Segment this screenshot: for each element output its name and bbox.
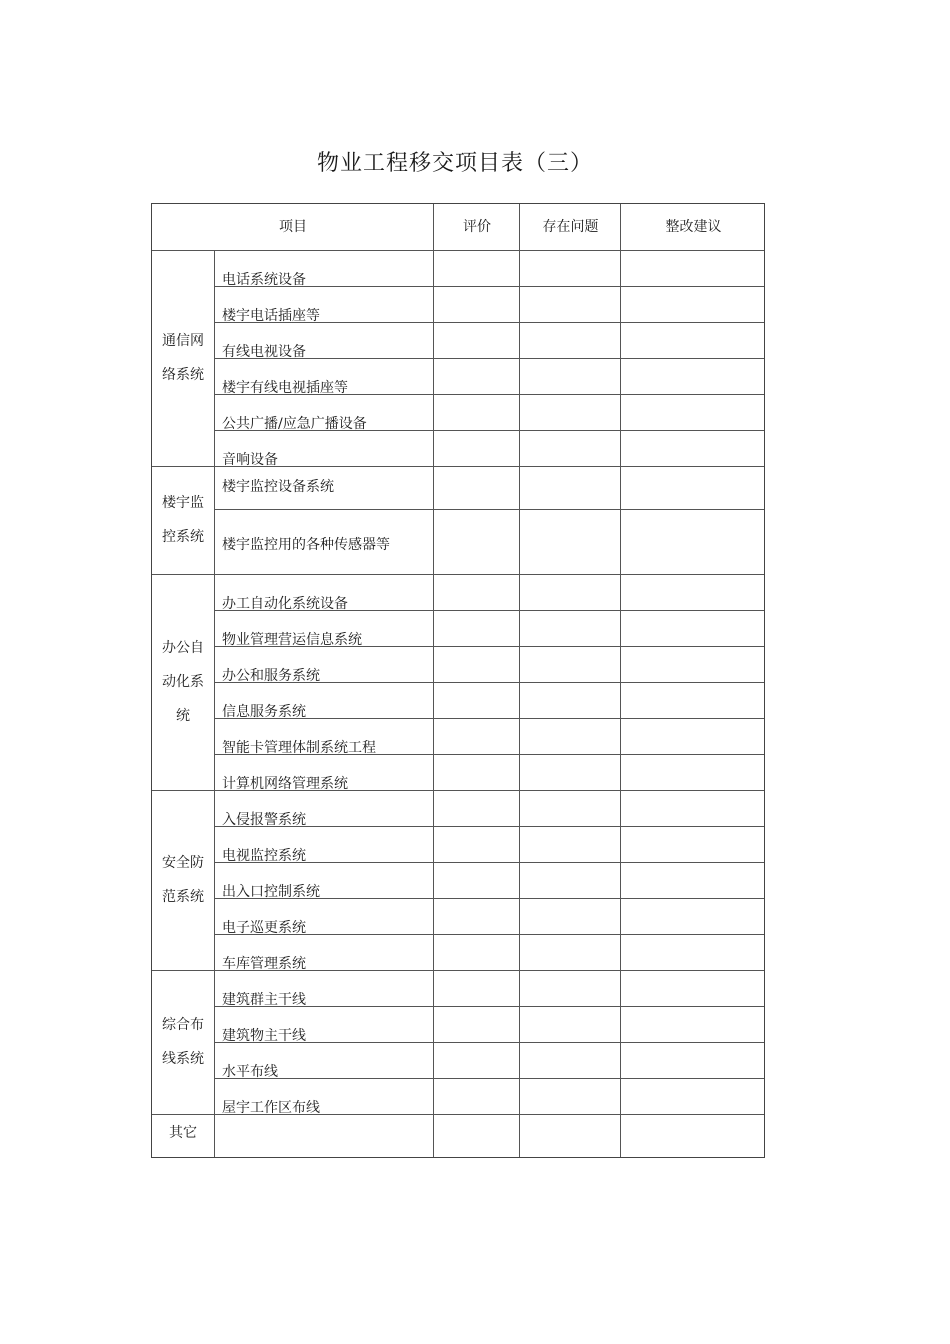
header-suggestions: 整改建议 — [665, 219, 722, 235]
column-divider — [519, 204, 520, 1157]
group-divider — [152, 466, 764, 467]
group-label — [152, 1114, 214, 1152]
header-rating: 评价 — [463, 219, 491, 235]
group-divider — [152, 790, 764, 791]
item-label: 楼宇有线电视插座等 — [222, 380, 348, 396]
column-divider — [433, 204, 434, 1157]
item-label: 楼宇电话插座等 — [222, 308, 320, 324]
group-label-text: 安全防范系统 — [162, 855, 204, 905]
row-divider — [214, 430, 764, 431]
item-label: 电视监控系统 — [222, 848, 306, 864]
row-divider — [214, 322, 764, 323]
group-divider — [152, 1114, 764, 1115]
item-label: 水平布线 — [222, 1064, 278, 1080]
group-label-text: 通信网络系统 — [162, 333, 204, 383]
item-label: 智能卡管理体制系统工程 — [222, 740, 376, 756]
item-label: 电子巡更系统 — [222, 920, 306, 936]
item-label: 入侵报警系统 — [222, 812, 306, 828]
item-label: 物业管理营运信息系统 — [222, 632, 362, 648]
item-label: 出入口控制系统 — [222, 884, 320, 900]
item-label: 楼宇监控用的各种传感器等 — [222, 537, 390, 553]
item-label: 电话系统设备 — [222, 272, 306, 288]
row-divider — [214, 610, 764, 611]
row-divider — [214, 358, 764, 359]
row-divider — [214, 826, 764, 827]
item-label: 信息服务系统 — [222, 704, 306, 720]
group-label-text: 楼宇监控系统 — [162, 495, 204, 545]
row-divider — [214, 1042, 764, 1043]
handover-table — [151, 203, 765, 1158]
item-label: 计算机网络管理系统 — [222, 776, 348, 792]
group-column-divider — [214, 250, 215, 1157]
row-divider — [214, 286, 764, 287]
row-divider — [214, 646, 764, 647]
group-label — [152, 466, 214, 574]
item-label: 公共广播/应急广播设备 — [222, 416, 367, 432]
item-label: 车库管理系统 — [222, 956, 306, 972]
page-title: 物业工程移交项目表（三） — [316, 151, 593, 176]
row-divider — [214, 898, 764, 899]
group-label-text: 其它 — [169, 1125, 197, 1141]
row-divider — [214, 754, 764, 755]
item-label: 音响设备 — [222, 452, 278, 468]
row-divider — [214, 934, 764, 935]
row-divider — [214, 1078, 764, 1079]
group-divider — [152, 970, 764, 971]
row-divider — [214, 394, 764, 395]
group-label — [152, 970, 214, 1114]
group-label — [152, 790, 214, 970]
row-divider — [214, 862, 764, 863]
item-label: 建筑物主干线 — [222, 1028, 306, 1044]
item-label: 建筑群主干线 — [222, 992, 306, 1008]
group-label-text: 办公自动化系统 — [162, 640, 204, 724]
item-label: 屋宇工作区布线 — [222, 1100, 320, 1116]
group-divider — [152, 574, 764, 575]
group-label — [152, 250, 214, 466]
item-label: 办工自动化系统设备 — [222, 596, 348, 612]
item-label: 楼宇监控设备系统 — [222, 479, 334, 495]
group-label — [152, 574, 214, 790]
column-divider — [620, 204, 621, 1157]
item-label: 有线电视设备 — [222, 344, 306, 360]
header-issues: 存在问题 — [542, 219, 599, 235]
row-divider — [214, 509, 764, 510]
header-item: 项目 — [279, 219, 307, 235]
item-label: 办公和服务系统 — [222, 668, 320, 684]
row-divider — [214, 1006, 764, 1007]
header-divider — [152, 250, 764, 251]
group-label-text: 综合布线系统 — [162, 1017, 204, 1067]
row-divider — [214, 718, 764, 719]
row-divider — [214, 682, 764, 683]
